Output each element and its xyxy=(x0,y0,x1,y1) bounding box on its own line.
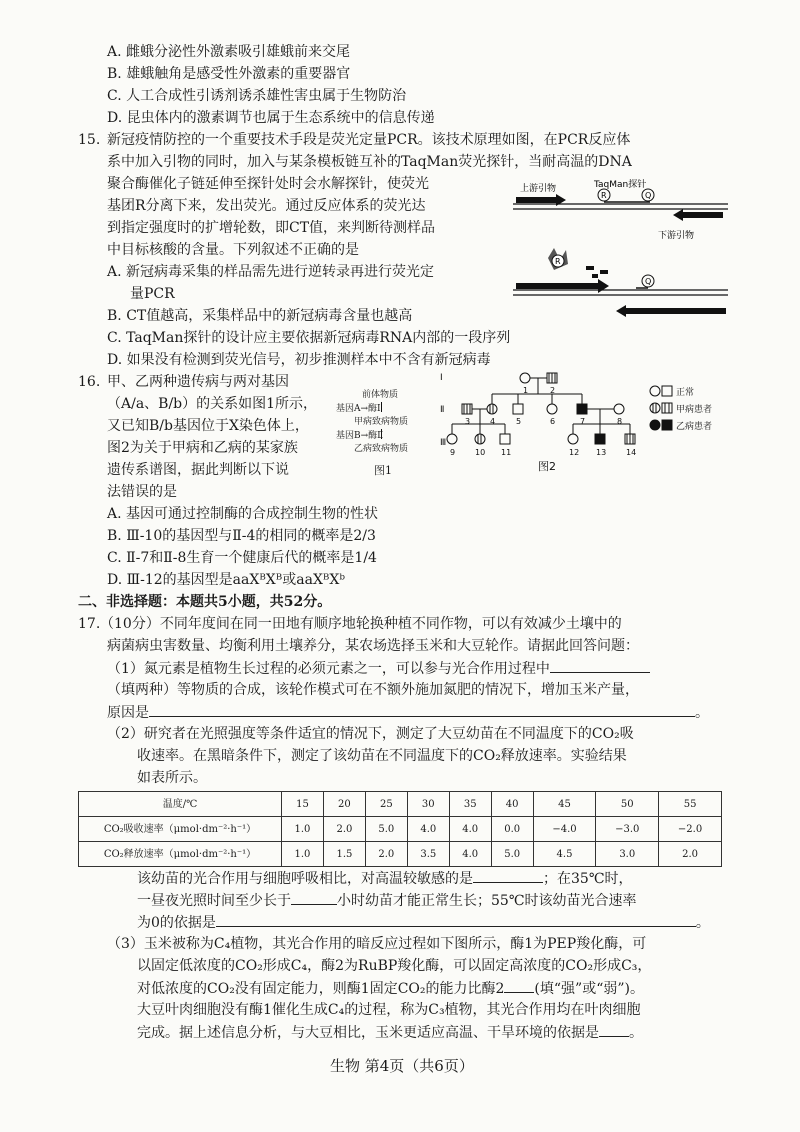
svg-text:Ⅱ: Ⅱ xyxy=(440,405,445,415)
table-row xyxy=(79,817,722,842)
table-cell: 1.0 xyxy=(282,817,324,842)
table-row xyxy=(79,842,722,867)
svg-text:Ⅲ: Ⅲ xyxy=(440,438,447,448)
pedigree-iii9 xyxy=(447,434,457,444)
table-cell: 55 xyxy=(659,792,722,817)
pedigree-ii7 xyxy=(577,404,587,414)
upstream-primer xyxy=(516,197,556,203)
table-header: CO₂释放速率（μmol·dm⁻²·h⁻¹） xyxy=(79,842,282,867)
table-cell: 35 xyxy=(449,792,491,817)
table-cell: 25 xyxy=(365,792,407,817)
figure-1-pathway: 前体物质 基因A→酶Ⅰ 甲病致病物质 基因B→酶Ⅱ 乙病致病物质 图1 xyxy=(336,390,436,480)
q15-option-c: C. TaqMan探针的设计应主要依据新冠病毒RNA内部的一段序列 xyxy=(107,330,511,346)
svg-text:12: 12 xyxy=(569,448,580,457)
q17-part2-question: 一昼夜光照时间至少长于 小时幼苗才能正常生长；55℃时该幼苗光合速率 xyxy=(137,890,636,912)
pedigree-ii8 xyxy=(614,404,624,414)
q17-part2: 如表所示。 xyxy=(137,770,207,786)
upstream-primer-label: 上游引物 xyxy=(520,184,557,194)
table-cell: 15 xyxy=(282,792,324,817)
svg-text:8: 8 xyxy=(617,417,623,426)
svg-text:Ⅰ: Ⅰ xyxy=(440,373,443,383)
table-cell: 4.0 xyxy=(407,817,449,842)
q17-intro: 病菌病虫害数量、均衡利用土壤养分，某农场选择玉米和大豆轮作。请据此回答问题： xyxy=(107,638,639,654)
q15-line: 基团R分离下来，发出荧光。通过反应体系的荧光达 xyxy=(107,198,426,214)
q15-line: 到指定强度时的扩增轮数，即CT值，来判断待测样品 xyxy=(107,220,436,236)
q16-line: 图2为关于甲病和乙病的某家族 xyxy=(107,440,298,456)
q14-option-c: C. 人工合成性引诱剂诱杀雄性害虫属于生物防治 xyxy=(107,88,407,104)
table-cell: −3.0 xyxy=(596,817,659,842)
figure-2-pedigree xyxy=(440,370,735,490)
q16-option-d: D. Ⅲ-12的基因型是aaXᴮXᴮ或aaXᴮXᵇ xyxy=(107,572,345,588)
q16-line: 法错误的是 xyxy=(107,484,177,500)
q16-number: 16. xyxy=(78,374,101,390)
table-cell: 4.0 xyxy=(449,842,491,867)
q17-part1: 原因是 。 xyxy=(107,702,709,724)
probe-label: TaqMan探针 xyxy=(594,180,647,190)
q17-intro: （10分）不同年度间在同一田地有顺序地轮换种植不同作物，可以有效减少土壤中的 xyxy=(100,616,622,632)
pedigree-i1 xyxy=(520,373,530,383)
svg-text:6: 6 xyxy=(550,417,556,426)
table-cell: −4.0 xyxy=(533,817,596,842)
svg-text:Q: Q xyxy=(645,191,652,200)
q17-part2: 收速率。在黑暗条件下，测定了该幼苗在不同温度下的CO₂释放速率。实验结果 xyxy=(137,748,627,764)
page-footer: 生物 第4页（共6页） xyxy=(330,1057,474,1075)
q15-option-a-cont: 量PCR xyxy=(130,286,175,302)
q15-option-d: D. 如果没有检测到荧光信号，初步推测样本中不含有新冠病毒 xyxy=(107,352,491,368)
q16-line: 甲、乙两种遗传病与两对基因 xyxy=(107,374,289,390)
table-cell: 50 xyxy=(596,792,659,817)
table-cell: 30 xyxy=(407,792,449,817)
q17-part2-question: 为0的依据是 。 xyxy=(137,912,710,934)
svg-text:10: 10 xyxy=(475,448,486,457)
table-cell: 1.5 xyxy=(323,842,365,867)
answer-blank[interactable] xyxy=(291,890,337,905)
answer-blank[interactable] xyxy=(473,868,543,883)
pedigree-ii5 xyxy=(513,404,523,414)
q16-line: 遗传系谱图，据此判断以下说 xyxy=(107,462,289,478)
q16-line: 又已知B/b基因位于X染色体上， xyxy=(107,418,309,434)
extended-strand xyxy=(516,283,598,289)
pedigree-iii11 xyxy=(500,434,510,444)
q17-part3: （3）玉米被称为C₄植物，其光合作用的暗反应过程如下图所示，酶1为PEP羧化酶，可 xyxy=(107,936,647,952)
table-cell: 20 xyxy=(323,792,365,817)
table-cell: 1.0 xyxy=(282,842,324,867)
table-cell: 4.0 xyxy=(449,817,491,842)
q15-line: 中目标核酸的含量。下列叙述不正确的是 xyxy=(107,242,359,258)
q17-part2: （2）研究者在光照强度等条件适宜的情况下，测定了大豆幼苗在不同温度下的CO₂吸 xyxy=(107,726,634,742)
q16-option-a: A. 基因可通过控制酶的合成控制生物的性状 xyxy=(107,506,379,522)
svg-text:13: 13 xyxy=(596,448,607,457)
table-cell: 2.0 xyxy=(323,817,365,842)
pedigree-ii6 xyxy=(547,404,557,414)
q17-part2-question: 该幼苗的光合作用与细胞呼吸相比，对高温较敏感的是 ；在35℃时， xyxy=(137,868,632,890)
svg-text:9: 9 xyxy=(450,448,456,457)
table-cell: 3.0 xyxy=(596,842,659,867)
q15-option-a: A. 新冠病毒采集的样品需先进行逆转录再进行荧光定 xyxy=(107,264,435,280)
table-cell: 2.0 xyxy=(365,842,407,867)
table-cell: 3.5 xyxy=(407,842,449,867)
q14-option-d: D. 昆虫体内的激素调节也属于生态系统中的信息传递 xyxy=(107,110,435,126)
svg-text:2: 2 xyxy=(550,386,556,395)
pedigree-iii10 xyxy=(475,434,485,444)
q15-line: 系中加入引物的同时，加入与某条模板链互补的TaqMan荧光探针，当耐高温的DNA xyxy=(107,154,632,170)
svg-text:4: 4 xyxy=(490,417,496,426)
svg-text:R: R xyxy=(555,257,561,266)
section-heading: 二、非选择题：本题共5小题，共52分。 xyxy=(78,594,332,610)
q16-option-b: B. Ⅲ-10的基因型与Ⅱ-4的相同的概率是2/3 xyxy=(107,528,376,544)
table-header: 温度/℃ xyxy=(79,792,282,817)
co2-rate-table xyxy=(78,791,722,867)
figure-1-caption: 图1 xyxy=(374,464,392,477)
q17-part3: 大豆叶肉细胞没有酶1催化生成C₄的过程，称为C₃植物，其光合作用均在叶肉细胞 xyxy=(137,1002,641,1018)
q17-part3: 以固定低浓度的CO₂形成C₄，酶2为RuBP羧化酶，可以固定高浓度的CO₂形成C₃， xyxy=(137,958,652,974)
q16-option-c: C. Ⅱ-7和Ⅱ-8生育一个健康后代的概率是1/4 xyxy=(107,550,377,566)
pcr-diagram xyxy=(508,178,733,330)
q14-option-a: A. 雌蛾分泌性外激素吸引雄蛾前来交尾 xyxy=(107,44,351,60)
table-cell: 2.0 xyxy=(659,842,722,867)
downstream-strand xyxy=(626,308,726,314)
q15-line: 聚合酶催化子链延伸至探针处时会水解探针，使荧光 xyxy=(107,176,429,192)
table-cell: −2.0 xyxy=(659,817,722,842)
answer-blank[interactable] xyxy=(550,658,650,673)
q17-part3: 完成。据上述信息分析，与大豆相比，玉米更适应高温、干旱环境的依据是 。 xyxy=(137,1022,643,1044)
q15-number: 15. xyxy=(78,132,101,148)
table-row xyxy=(79,792,722,817)
pedigree-ii4 xyxy=(487,404,497,414)
svg-text:7: 7 xyxy=(580,417,586,426)
table-cell: 45 xyxy=(533,792,596,817)
table-cell: 5.0 xyxy=(365,817,407,842)
svg-text:14: 14 xyxy=(626,448,637,457)
svg-text:R: R xyxy=(601,191,607,200)
figure-2-caption: 图2 xyxy=(538,460,556,473)
svg-text:11: 11 xyxy=(501,448,512,457)
answer-blank[interactable] xyxy=(504,978,534,993)
pedigree-iii13 xyxy=(595,434,605,444)
legend-disease-b: 乙病患者 xyxy=(676,422,713,432)
svg-text:5: 5 xyxy=(516,417,522,426)
svg-text:Q: Q xyxy=(645,277,652,286)
q16-line: （A/a、B/b）的关系如图1所示， xyxy=(107,396,318,412)
downstream-primer-label: 下游引物 xyxy=(658,231,695,241)
pedigree-iii12 xyxy=(568,434,578,444)
q17-part3: 对低浓度的CO₂没有固定能力，则酶1固定CO₂的能力比酶2 (填“强”或“弱”)。 xyxy=(137,978,644,1000)
q17-number: 17. xyxy=(78,616,101,632)
legend-disease-a: 甲病患者 xyxy=(676,405,713,415)
table-cell: 5.0 xyxy=(491,842,533,867)
q14-option-b: B. 雄蛾触角是感受性外激素的重要器官 xyxy=(107,66,351,82)
table-cell: 40 xyxy=(491,792,533,817)
svg-text:1: 1 xyxy=(523,386,529,395)
q15-line: 新冠疫情防控的一个重要技术手段是荧光定量PCR。该技术原理如图，在PCR反应体 xyxy=(107,132,631,148)
q17-part1: （填两种）等物质的合成，该轮作模式可在不额外施加氮肥的情况下，增加玉米产量， xyxy=(107,682,639,698)
answer-blank[interactable] xyxy=(216,912,696,927)
table-header: CO₂吸收速率（μmol·dm⁻²·h⁻¹） xyxy=(79,817,282,842)
downstream-primer xyxy=(683,212,723,218)
svg-text:3: 3 xyxy=(465,417,471,426)
answer-blank[interactable] xyxy=(149,702,695,717)
table-cell: 4.5 xyxy=(533,842,596,867)
q15-option-b: B. CT值越高，采集样品中的新冠病毒含量也越高 xyxy=(107,308,413,324)
table-cell: 0.0 xyxy=(491,817,533,842)
answer-blank[interactable] xyxy=(599,1022,629,1037)
legend-normal: 正常 xyxy=(676,388,695,398)
q17-part1: （1）氮元素是植物生长过程的必须元素之一，可以参与光合作用过程中 xyxy=(107,658,650,680)
